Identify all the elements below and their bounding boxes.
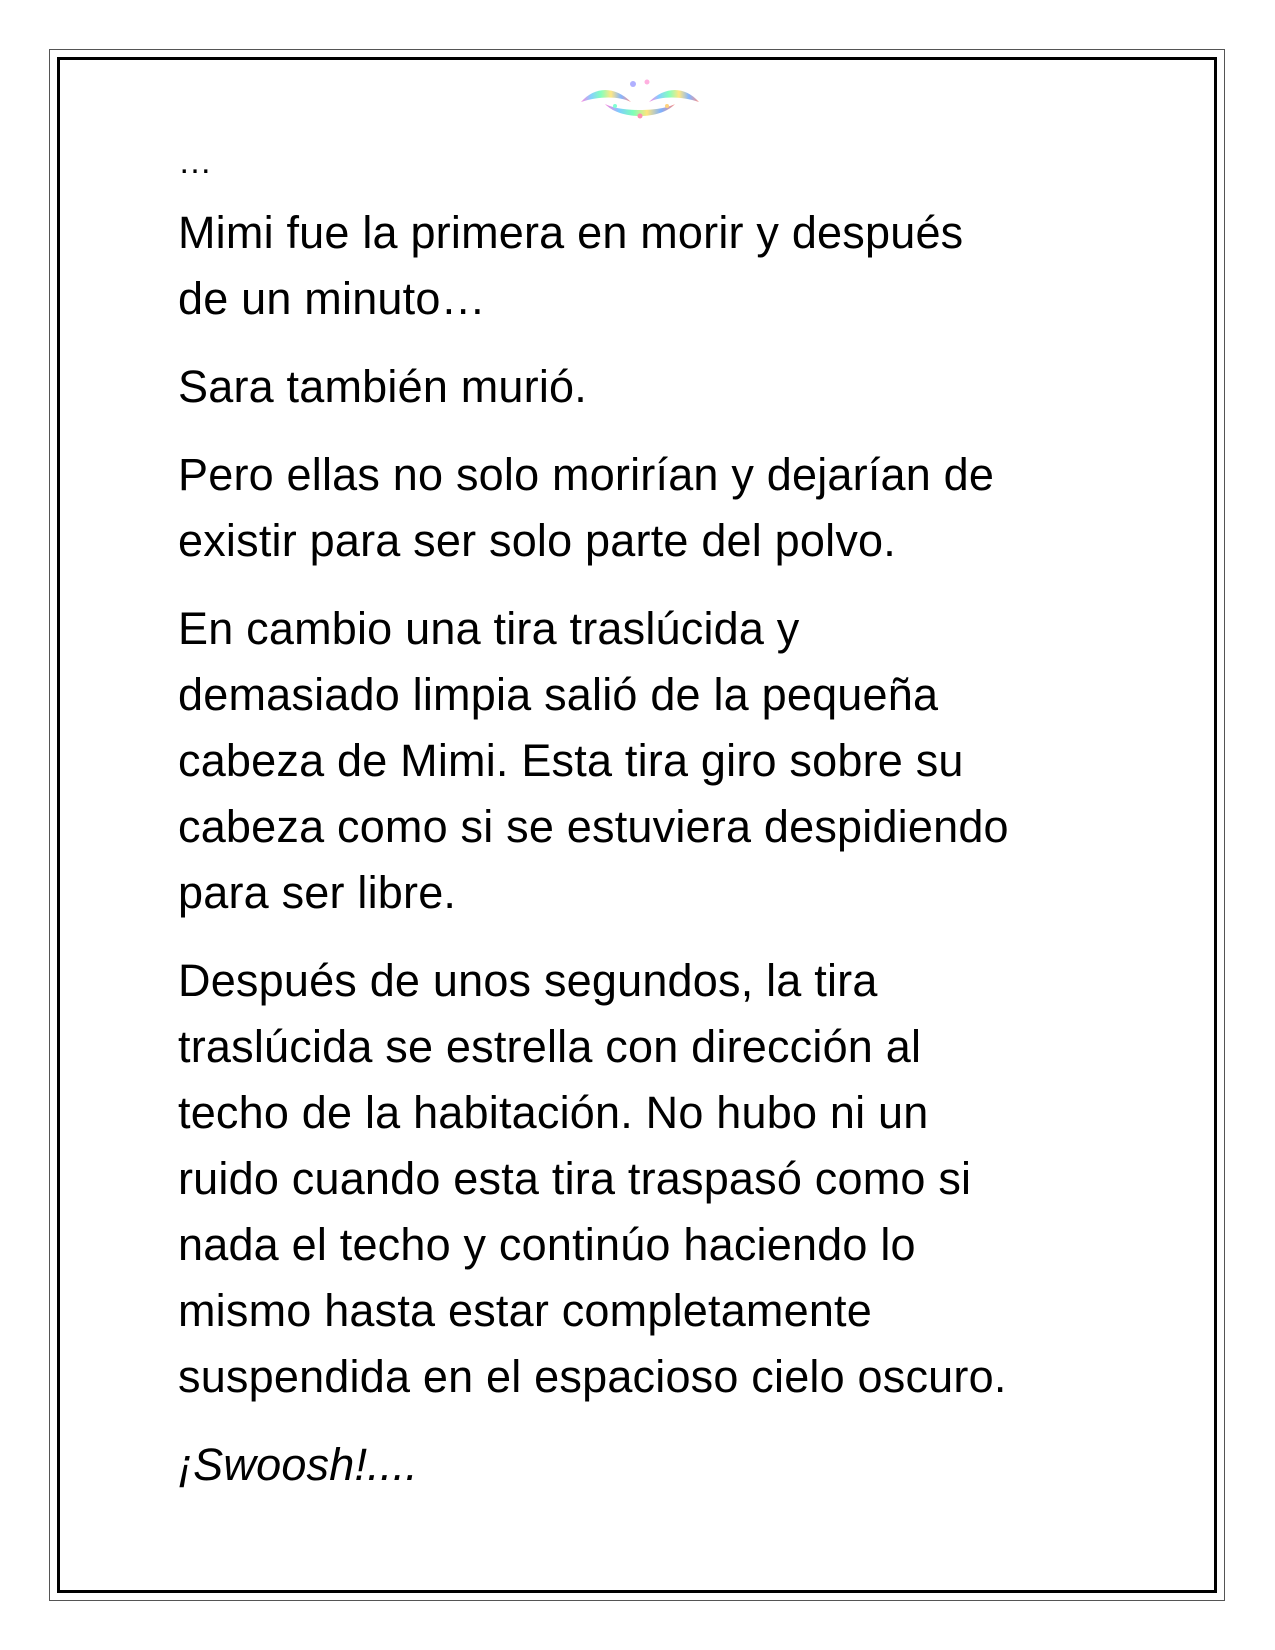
leading-ellipsis: … (178, 143, 212, 181)
story-text (178, 140, 1138, 1520)
paragraph-4: En cambio una tira traslúcida y demasiado limpia salió de la pequeña cabeza de Mimi. Esta tira giro sobre su cabeza como si se estuviera despidiendo para ser libre. (178, 603, 1009, 918)
paragraph-2: Sara también murió. (178, 361, 587, 412)
rainbow-glitter-ornament-icon (575, 72, 705, 128)
paragraph-5: Después de unos segundos, la tira traslúcida se estrella con dirección al techo de la habitación. No hubo ni un ruido cuando esta tira traspasó como si nada el techo y continúo haciendo lo mismo hasta estar completamente suspendida en el espacioso cielo oscuro. (178, 955, 1007, 1402)
paragraph-1: Mimi fue la primera en morir y después de un minuto… (178, 207, 964, 324)
closing-exclamation: ¡Swoosh!.... (178, 1439, 418, 1490)
paragraph-3: Pero ellas no solo morirían y dejarían de existir para ser solo parte del polvo. (178, 449, 995, 566)
